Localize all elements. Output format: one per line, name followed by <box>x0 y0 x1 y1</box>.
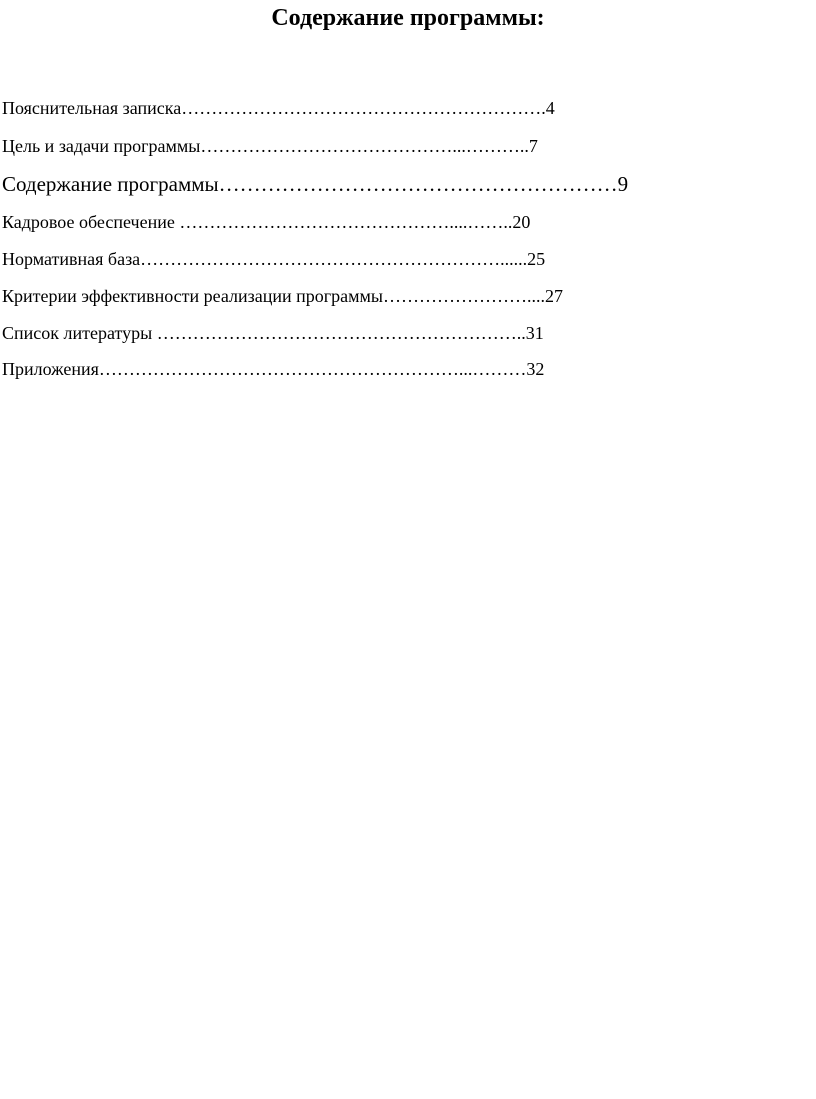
toc-entry-efficiency-criteria <box>2 284 563 308</box>
toc-entry-goals <box>2 134 538 158</box>
toc-entry-leader: ……………………………………...……….. <box>200 136 529 156</box>
toc-entry-appendices <box>2 357 544 381</box>
toc-entry-page-number: 20 <box>512 212 531 232</box>
toc-entry-explanatory-note <box>2 96 555 120</box>
toc-entry-label: Список литературы <box>2 323 157 343</box>
toc-entry-label: Кадровое обеспечение <box>2 212 180 232</box>
toc-entry-leader: ……………………………………………………...……… <box>98 359 527 379</box>
toc-entry-page-number: 9 <box>617 172 629 196</box>
toc-entry-label: Критерии эффективности реализации программы <box>2 286 384 306</box>
toc-entry-page-number: 32 <box>526 359 545 379</box>
toc-entry-label: Содержание программы <box>2 172 219 196</box>
toc-entry-staffing <box>2 210 530 234</box>
toc-entry-leader: ……………………………………………………. <box>181 98 546 118</box>
toc-entry-label: Нормативная база <box>2 249 141 269</box>
toc-entry-leader: ………………………………………....…….. <box>179 212 513 232</box>
toc-entry-references <box>2 321 544 345</box>
toc-entry-page-number: 27 <box>545 286 564 306</box>
toc-entry-label: Цель и задачи программы <box>2 136 201 156</box>
toc-entry-label: Приложения <box>2 359 99 379</box>
toc-entry-leader: ………………………………………………… <box>218 172 618 196</box>
toc-entry-leader: …………………………………………………….. <box>156 323 526 343</box>
toc-entry-label: Пояснительная записка <box>2 98 182 118</box>
toc-entry-page-number: 31 <box>525 323 544 343</box>
toc-entry-program-content <box>2 170 628 198</box>
page-title: Содержание программы: <box>271 5 545 31</box>
toc-entry-leader: …………………….... <box>383 286 546 306</box>
toc-entry-page-number: 7 <box>528 136 538 156</box>
toc-entry-page-number: 4 <box>545 98 555 118</box>
toc-entry-leader: ……………………………………………………...... <box>140 249 528 269</box>
toc-entry-page-number: 25 <box>527 249 546 269</box>
toc-entry-regulatory-base <box>2 247 545 271</box>
